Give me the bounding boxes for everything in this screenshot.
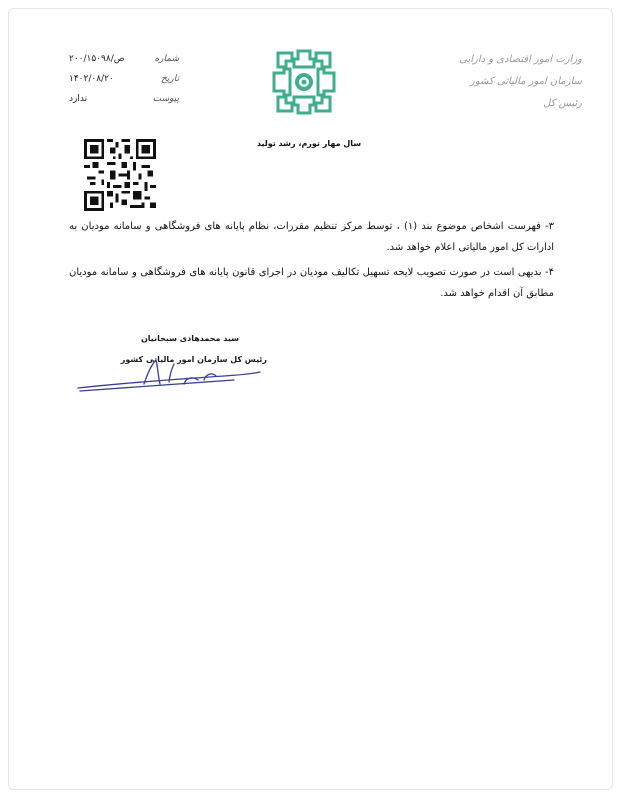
letter-number-row xyxy=(69,49,179,69)
letter-body xyxy=(69,216,554,308)
letter-meta xyxy=(69,49,179,109)
ministry-line-3: رئیس کل xyxy=(543,98,582,109)
letter-attachment-row xyxy=(69,89,179,109)
year-slogan: سال مهار تورم، رشد تولید xyxy=(256,139,362,148)
letter-attachment-label: پیوست xyxy=(152,94,179,104)
ministry-letterhead xyxy=(452,49,582,115)
letter-date-label: تاریخ xyxy=(161,74,179,84)
body-item-4: ۴- بدیهی است در صورت تصویب لایحه تسهیل تکالیف مودیان در اجرای قانون پایانه های فروشگاهی و سامانه مودیان مطابق آن اقدام خواهد شد. xyxy=(69,267,554,299)
letter-number-label: شماره xyxy=(154,54,179,64)
signatory-name: سید محمدهادی سبحانیان xyxy=(140,334,239,343)
handwritten-signature xyxy=(74,354,264,399)
letter-date-value: ۱۴۰۲/۰۸/۲۰ xyxy=(69,74,114,84)
ministry-line-1: وزارت امور اقتصادی و دارایی xyxy=(459,54,582,65)
body-item-3: ۳- فهرست اشخاص موضوع بند (۱) ، توسط مرکز تنظیم مقررات، نظام پایانه های فروشگاهی و سامانه مودیان به ادارات کل امور مالیاتی اعلام خواهد شد. xyxy=(69,221,554,253)
letter-number-value: ۲۰۰/۱۵۰۹۸/ص xyxy=(69,54,125,64)
ministry-line-2: سازمان امور مالیاتی کشور xyxy=(470,76,582,87)
letter-attachment-value: ندارد xyxy=(69,94,88,104)
tax-organization-logo xyxy=(268,47,340,117)
signatory-title: رئیس کل سازمان امور مالیاتی کشور xyxy=(120,355,267,364)
letter-date-row xyxy=(69,69,179,89)
letter-page xyxy=(8,8,613,790)
qr-code[interactable] xyxy=(80,139,160,211)
